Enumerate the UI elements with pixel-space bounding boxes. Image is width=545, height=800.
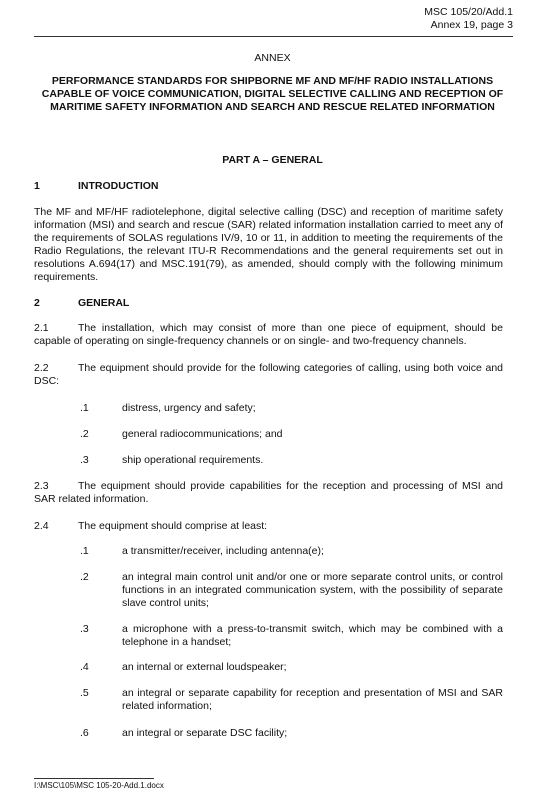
list-item-text: an integral or separate DSC facility; [122, 727, 288, 739]
section-heading-general [34, 297, 129, 309]
footer-divider [34, 778, 154, 779]
intro-paragraph: The MF and MF/HF radiotelephone, digital selective calling (DSC) and reception of maritime safety information (MSI) and search and rescue (SAR) related information installation carried to meet any of the requirements of SOLAS regulations IV/9, 10 or 11, in addition to meeting the requirements of the Radio Regulations, the relevant ITU-R Recommendations and the general requirements set out in resolutions A.694(17) and MSC.191(79), as amended, should comply with the following minimum requirements. [34, 206, 503, 283]
part-heading: PART A – GENERAL [222, 154, 323, 166]
document-title: PERFORMANCE STANDARDS FOR SHIPBORNE MF AND MF/HF RADIO INSTALLATIONS CAPABLE OF VOICE COMMUNICATION, DIGITAL SELECTIVE CALLING AND RECEPTION OF MARITIME SAFETY INFORMATION AND SEARCH AND RESCUE RELATED INFORMATION [41, 75, 504, 113]
list-item-number: .1 [80, 402, 89, 414]
list-item-number: .3 [80, 454, 89, 466]
paragraph-2-1 [34, 322, 503, 348]
paragraph-text: The equipment should provide capabilities for the reception and processing of MSI and SAR related information. [34, 480, 503, 505]
section-heading-introduction [34, 180, 159, 192]
paragraph-2-4 [34, 520, 503, 533]
footer-file-path: I:\MSC\105\MSC 105-20-Add.1.docx [34, 781, 164, 790]
paragraph-2-2 [34, 362, 503, 388]
list-item [80, 454, 503, 467]
list-item-number: .1 [80, 545, 89, 557]
list-item [80, 402, 503, 415]
list-item [80, 727, 503, 740]
paragraph-text: The installation, which may consist of more than one piece of equipment, should be capable of operating on single-frequency channels or on single- and two-frequency channels. [34, 322, 503, 347]
list-item-number: .6 [80, 727, 89, 739]
section-number: 2 [34, 297, 40, 309]
list-item [80, 571, 503, 610]
doc-reference: MSC 105/20/Add.1 [424, 6, 513, 18]
page-reference: Annex 19, page 3 [430, 19, 513, 31]
list-item-number: .2 [80, 428, 89, 440]
paragraph-2-3 [34, 480, 503, 506]
paragraph-text: The equipment should provide for the following categories of calling, using both voice and DSC: [34, 362, 503, 387]
list-item-text: an integral main control unit and/or one or more separate control units, or control functions in an integrated communication system, with the possibility of separate slave control units; [122, 571, 503, 609]
page-header [424, 6, 513, 32]
list-item [80, 428, 503, 441]
list-item [80, 661, 503, 674]
list-item [80, 687, 503, 713]
list-item-text: an internal or external loudspeaker; [122, 661, 287, 673]
list-item-text: general radiocommunications; and [122, 428, 283, 440]
list-item-text: an integral or separate capability for reception and presentation of MSI and SAR related information; [122, 687, 503, 712]
list-item-number: .5 [80, 687, 89, 699]
header-divider [34, 36, 513, 37]
section-title: GENERAL [78, 297, 130, 309]
paragraph-number: 2.3 [34, 480, 49, 492]
paragraph-number: 2.1 [34, 322, 49, 334]
paragraph-number: 2.4 [34, 520, 49, 532]
list-item [80, 545, 503, 558]
paragraph-number: 2.2 [34, 362, 49, 374]
list-item-text: distress, urgency and safety; [122, 402, 256, 414]
list-item-text: a microphone with a press-to-transmit switch, which may be combined with a telephone in a handset; [122, 623, 503, 648]
section-title: INTRODUCTION [78, 180, 159, 192]
section-number: 1 [34, 180, 40, 192]
list-item-text: ship operational requirements. [122, 454, 264, 466]
list-item-number: .4 [80, 661, 89, 673]
list-item-number: .3 [80, 623, 89, 635]
list-item-text: a transmitter/receiver, including antenna(e); [122, 545, 324, 557]
annex-label: ANNEX [254, 52, 291, 64]
list-item-number: .2 [80, 571, 89, 583]
paragraph-text: The equipment should comprise at least: [78, 520, 268, 532]
list-item [80, 623, 503, 649]
